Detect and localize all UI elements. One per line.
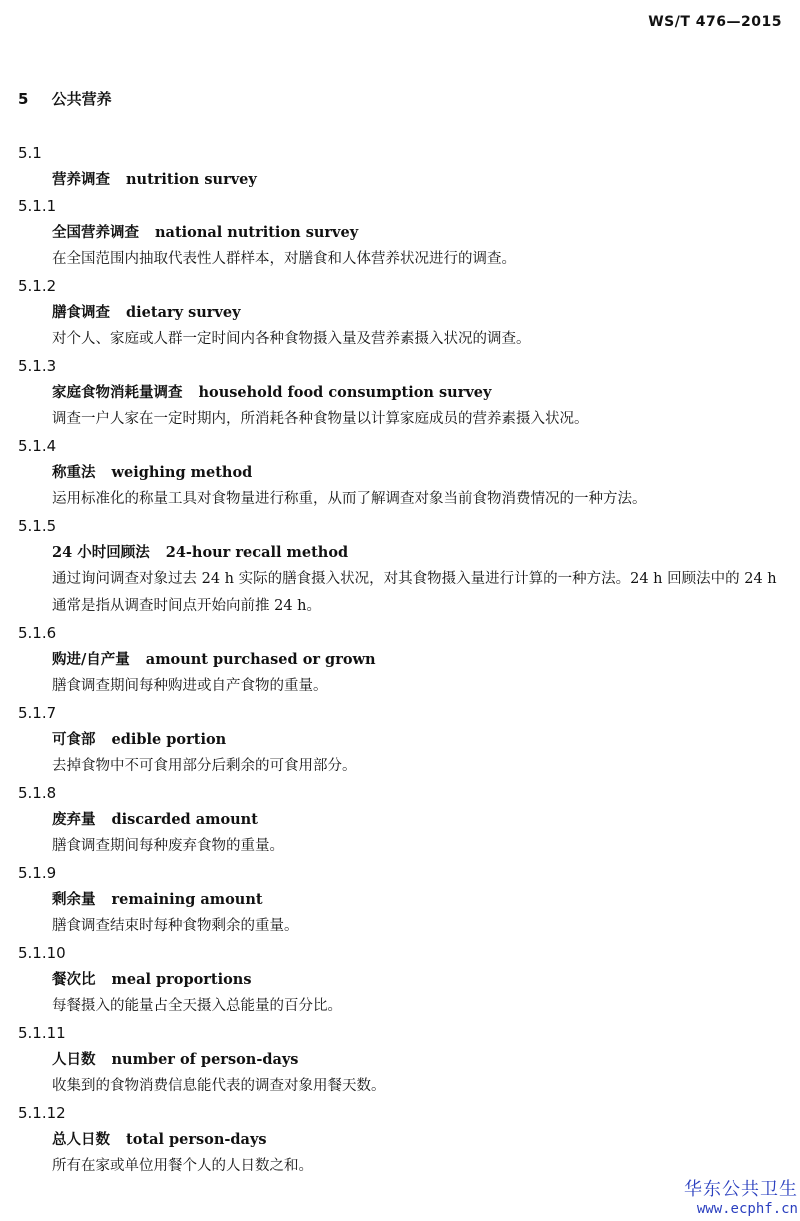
term-entry [0, 273, 800, 353]
term-entry [0, 860, 800, 940]
term-name [0, 726, 800, 753]
term-number: 5.1.4 [18, 437, 57, 455]
term-en: edible portion [111, 731, 227, 748]
term-cn: 人日数 [52, 1051, 96, 1068]
term-name [0, 219, 800, 246]
term-definition: 膳食调查期间每种购进或自产食物的重量。 [52, 678, 328, 694]
term-name [0, 166, 800, 193]
term-en: amount purchased or grown [145, 651, 376, 668]
term-name [0, 1126, 800, 1153]
term-definition: 通过询问调查对象过去 24 h 实际的膳食摄入状况，对其食物摄入量进行计算的一种方法。24 h 回顾法中的 24 h 通常是指从调查时间点开始向前推 24 h。 [52, 571, 777, 614]
term-cn: 营养调查 [52, 171, 110, 188]
term-cn: 可食部 [52, 731, 96, 748]
term-name [0, 1046, 800, 1073]
term-entry [0, 780, 800, 860]
term-definition: 膳食调查结束时每种食物剩余的重量。 [52, 918, 299, 934]
term-number: 5.1.1 [18, 197, 57, 215]
term-name [0, 299, 800, 326]
section-number: 5 [18, 90, 29, 108]
term-number: 5.1.5 [18, 517, 57, 535]
term-name [0, 379, 800, 406]
term-definition: 去掉食物中不可食用部分后剩余的可食用部分。 [52, 758, 357, 774]
term-number: 5.1.9 [18, 864, 57, 882]
term-cn: 家庭食物消耗量调查 [52, 384, 183, 401]
term-definition: 所有在家或单位用餐个人的人日数之和。 [52, 1158, 313, 1174]
term-definition: 在全国范围内抽取代表性人群样本，对膳食和人体营养状况进行的调查。 [52, 251, 516, 267]
term-en: 24-hour recall method [165, 544, 349, 561]
site-watermark [684, 1175, 798, 1217]
term-en: meal proportions [111, 971, 252, 988]
term-en: remaining amount [111, 891, 263, 908]
term-name [0, 886, 800, 913]
term-entry [0, 620, 800, 700]
term-entry [0, 940, 800, 1020]
term-number: 5.1.3 [18, 357, 57, 375]
term-cn: 膳食调查 [52, 304, 110, 321]
term-number: 5.1.10 [18, 944, 66, 962]
document-code: WS/T 476—2015 [648, 14, 782, 30]
term-entry [0, 700, 800, 780]
term-definition: 调查一户人家在一定时期内，所消耗各种食物量以计算家庭成员的营养素摄入状况。 [52, 411, 589, 427]
term-cn: 餐次比 [52, 971, 96, 988]
term-number: 5.1.2 [18, 277, 57, 295]
term-entry [0, 1100, 800, 1180]
term-entry [0, 1020, 800, 1100]
term-cn: 购进/自产量 [52, 651, 130, 668]
term-definition: 收集到的食物消费信息能代表的调查对象用餐天数。 [52, 1078, 386, 1094]
term-cn: 废弃量 [52, 811, 96, 828]
term-number: 5.1.7 [18, 704, 57, 722]
term-name [0, 966, 800, 993]
term-en: total person-days [126, 1131, 267, 1148]
term-entry [0, 193, 800, 273]
term-definition: 膳食调查期间每种废弃食物的重量。 [52, 838, 284, 854]
term-en: national nutrition survey [155, 224, 359, 241]
term-number: 5.1 [18, 144, 42, 162]
term-number: 5.1.8 [18, 784, 57, 802]
term-name [0, 646, 800, 673]
term-cn: 称重法 [52, 464, 96, 481]
term-en: household food consumption survey [198, 384, 492, 401]
term-entry [0, 433, 800, 513]
term-number: 5.1.11 [18, 1024, 66, 1042]
term-definition: 每餐摄入的能量占全天摄入总能量的百分比。 [52, 998, 342, 1014]
term-entry [0, 513, 800, 620]
term-cn: 总人日数 [52, 1131, 110, 1148]
term-entry [0, 353, 800, 433]
section-title: 公共营养 [51, 90, 112, 108]
term-list [0, 140, 800, 1180]
term-definition: 对个人、家庭或人群一定时间内各种食物摄入量及营养素摄入状况的调查。 [52, 331, 531, 347]
term-cn: 24 小时回顾法 [52, 544, 150, 561]
term-en: number of person-days [111, 1051, 299, 1068]
term-cn: 全国营养调查 [52, 224, 139, 241]
term-en: nutrition survey [126, 171, 257, 188]
term-name [0, 539, 800, 566]
term-cn: 剩余量 [52, 891, 96, 908]
term-name [0, 806, 800, 833]
term-entry [0, 140, 800, 193]
term-number: 5.1.12 [18, 1104, 66, 1122]
term-en: weighing method [111, 464, 253, 481]
term-en: dietary survey [126, 304, 241, 321]
term-definition: 运用标准化的称量工具对食物量进行称重，从而了解调查对象当前食物消费情况的一种方法。 [52, 491, 647, 507]
watermark-url: www.ecphf.cn [696, 1201, 798, 1217]
watermark-title: 华东公共卫生 [684, 1179, 798, 1200]
section-heading [18, 88, 112, 109]
term-en: discarded amount [111, 811, 258, 828]
term-name [0, 459, 800, 486]
term-number: 5.1.6 [18, 624, 57, 642]
